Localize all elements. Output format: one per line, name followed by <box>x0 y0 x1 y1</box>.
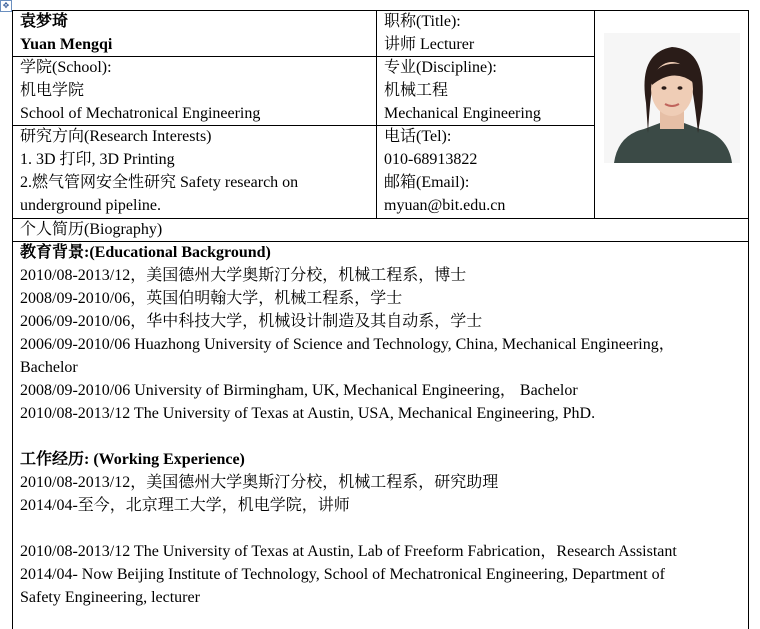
school-cell <box>12 56 376 125</box>
email-label: 邮箱(Email): <box>384 174 470 191</box>
school-label: 学院(School): <box>20 59 112 76</box>
blank-line <box>20 517 748 540</box>
table-border-right <box>748 10 749 629</box>
discipline-value-cn: 机械工程 <box>384 82 449 99</box>
research-cell <box>12 125 376 217</box>
education-entry: 2006/09-2010/06 Huazhong University of Science and Technology, China, Mechanical Engineering， <box>20 336 675 353</box>
education-entry: Bachelor <box>20 359 78 376</box>
work-entry: 2014/04- Now Beijing Institute of Technology, School of Mechatronical Engineering, Department of <box>20 566 665 583</box>
biography-label-cell <box>12 218 748 241</box>
portrait-photo <box>604 33 740 163</box>
work-heading: 工作经历: (Working Experience) <box>20 451 245 468</box>
tel-label: 电话(Tel): <box>384 128 452 145</box>
education-entry: 2010/08-2013/12 The University of Texas at Austin, USA, Mechanical Engineering, PhD. <box>20 405 596 422</box>
work-entry: 2010/08-2013/12 The University of Texas at Austin, Lab of Freeform Fabrication，Research Assistant <box>20 543 677 560</box>
email-value[interactable]: myuan@bit.edu.cn <box>384 197 506 214</box>
table-move-handle-icon[interactable]: ✥ <box>0 0 12 12</box>
research-item-2: 2.燃气管网安全性研究 Safety research on <box>20 174 299 191</box>
discipline-cell <box>376 56 594 125</box>
work-entry: 2014/04-至今，北京理工大学，机电学院，讲师 <box>20 497 350 514</box>
name-english: Yuan Mengqi <box>20 36 113 53</box>
research-label: 研究方向(Research Interests) <box>20 128 212 145</box>
discipline-value-en: Mechanical Engineering <box>384 105 541 122</box>
title-value: 讲师 Lecturer <box>384 36 475 53</box>
biography-content <box>12 241 748 609</box>
work-entry: Safety Engineering, lecturer <box>20 589 200 606</box>
tel-value: 010-68913822 <box>384 151 478 168</box>
work-entry: 2010/08-2013/12，美国德州大学奥斯汀分校，机械工程系，研究助理 <box>20 474 499 491</box>
title-cell <box>376 10 594 56</box>
education-heading: 教育背景:(Educational Background) <box>20 244 271 261</box>
name-chinese: 袁梦琦 <box>20 13 69 30</box>
research-item-2-cont: underground pipeline. <box>20 197 162 214</box>
biography-label: 个人简历(Biography) <box>20 221 163 238</box>
education-entry: 2010/08-2013/12，美国德州大学奥斯汀分校，机械工程系，博士 <box>20 267 467 284</box>
blank-line <box>20 425 748 448</box>
education-entry: 2006/09-2010/06，华中科技大学，机械设计制造及其自动系，学士 <box>20 313 483 330</box>
school-value-cn: 机电学院 <box>20 82 85 99</box>
discipline-label: 专业(Discipline): <box>384 59 497 76</box>
school-value-en: School of Mechatronical Engineering <box>20 105 261 122</box>
education-entry: 2008/09-2010/06，英国伯明翰大学，机械工程系，学士 <box>20 290 403 307</box>
name-cell <box>12 10 376 56</box>
title-label: 职称(Title): <box>384 13 461 30</box>
column-divider-2 <box>594 10 595 218</box>
education-entry: 2008/09-2010/06 University of Birmingham, UK, Mechanical Engineering， Bachelor <box>20 382 578 399</box>
research-item-1: 1. 3D 打印, 3D Printing <box>20 151 175 168</box>
contact-cell <box>376 125 594 217</box>
